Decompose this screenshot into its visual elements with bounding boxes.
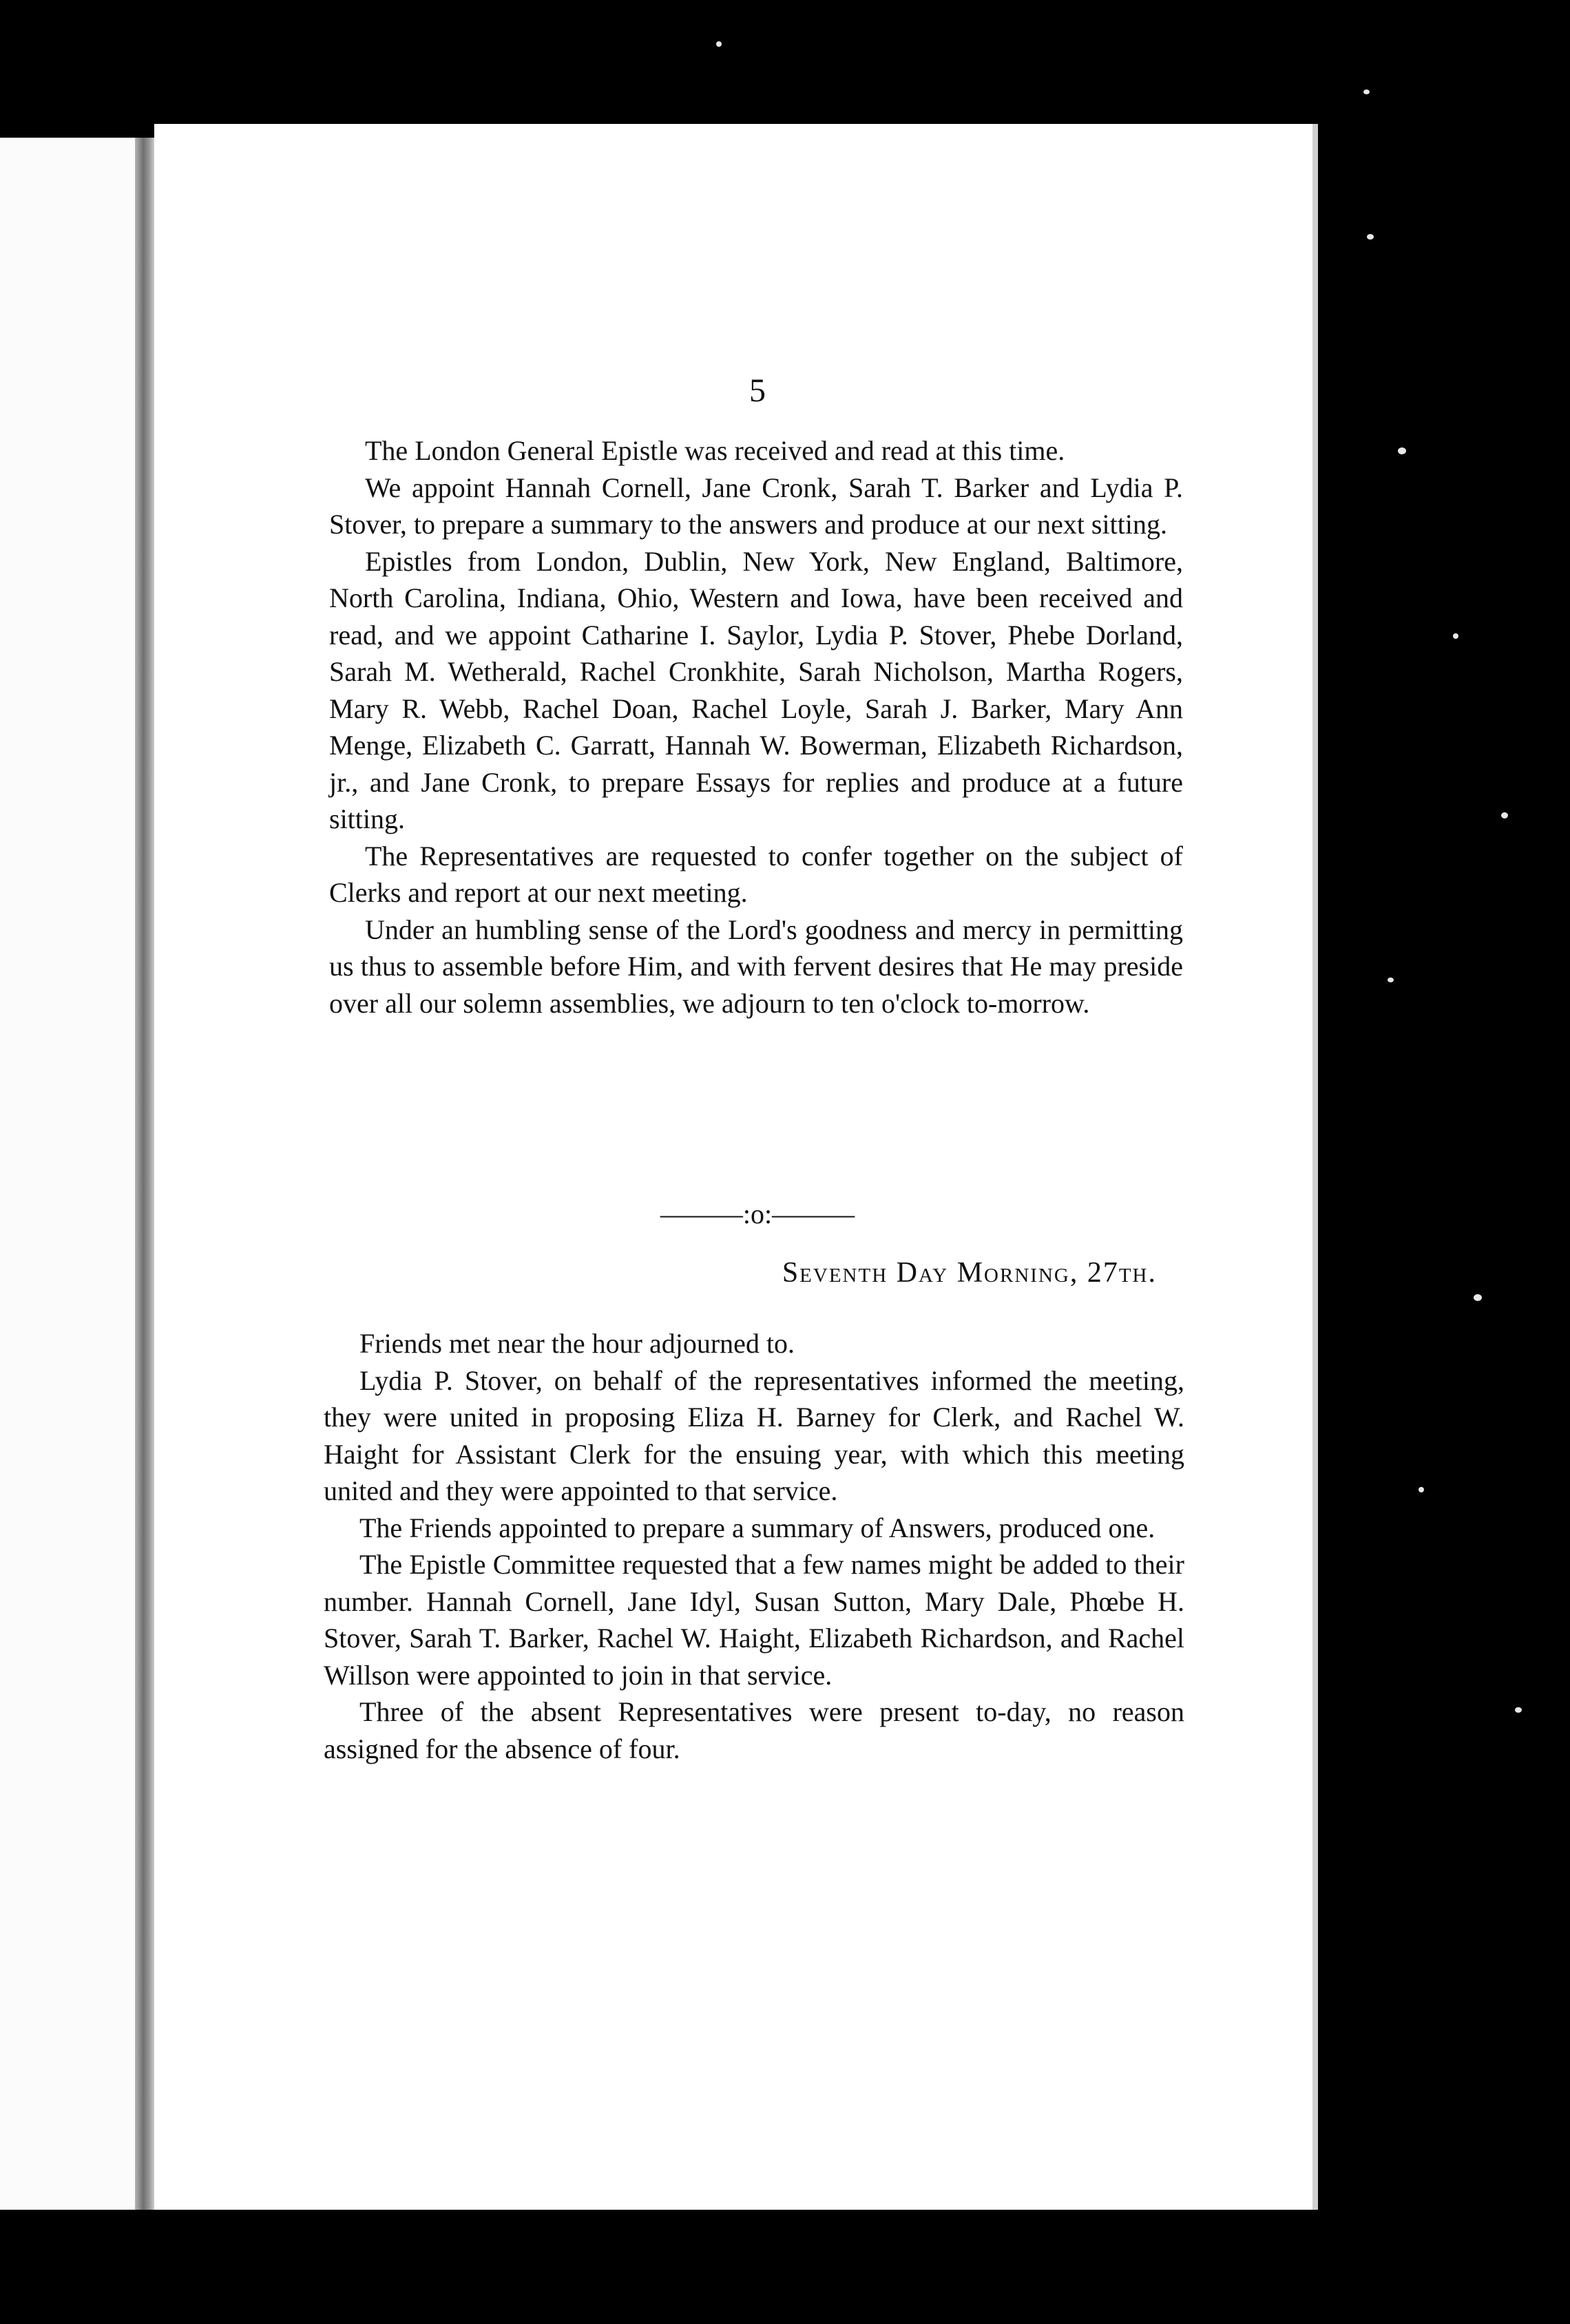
- page-edge-shadow: [1312, 124, 1318, 2210]
- dust-speck: [1398, 447, 1406, 454]
- dust-speck: [1367, 234, 1374, 240]
- dust-speck: [1388, 978, 1394, 982]
- previous-page-edge: [0, 138, 138, 2210]
- section-heading: Seventh Day Morning, 27th.: [782, 1257, 1157, 1289]
- paragraph: Under an humbling sense of the Lord's goodness and mercy in permitting us thus to assemble before Him, and with fervent desires that He may preside over all our solemn assemblies, we adjourn to ten o'clock to-morrow.: [329, 913, 1183, 1019]
- body-text-bottom: [324, 1325, 1184, 1767]
- dust-speck: [1501, 812, 1508, 818]
- paragraph: Epistles from London, Dublin, New York, New England, Baltimore, North Carolina, Indiana, Ohio, Western and Iowa, have been received and read, and we appoint Catharine I. Saylor, Lydia P. Stover, Phebe Dorland, Sarah M. Wetherald, Rachel Cronkhite, Sarah Nicholson, Martha Rogers, Mary R. Webb, Rachel Doan, Rachel Loyle, Sarah J. Barker, Mary Ann Menge, Elizabeth C. Garratt, Hannah W. Bowerman, Elizabeth Richardson, jr., and Jane Cronk, to prepare Essays for replies and produce at a future sitting.: [329, 545, 1183, 834]
- dust-speck: [1419, 1487, 1424, 1492]
- paragraph: Three of the absent Representatives were present to-day, no reason assigned for the absence of four.: [324, 1696, 1184, 1764]
- dust-speck: [716, 41, 722, 47]
- dust-speck: [1363, 89, 1370, 94]
- paragraph: The Friends appointed to prepare a summary of Answers, produced one.: [359, 1512, 1155, 1543]
- paragraph: We appoint Hannah Cornell, Jane Cronk, Sarah T. Barker and Lydia P. Stover, to prepare a summary to the answers and produce at our next sitting.: [329, 472, 1183, 540]
- separator-ornament: ———:o:———: [660, 1198, 855, 1229]
- paragraph: The Epistle Committee requested that a few names might be added to their number. Hannah Cornell, Jane Idyl, Susan Sutton, Mary Dale, Phœbe H. Stover, Sarah T. Barker, Rachel W. Haight, Elizabeth Richardson, and Rachel Willson were appointed to join in that service.: [324, 1549, 1184, 1691]
- dust-speck: [1515, 1707, 1522, 1713]
- body-text-top: [329, 432, 1183, 1022]
- dust-speck: [1474, 1294, 1482, 1301]
- dust-speck: [1453, 633, 1458, 639]
- paragraph: The London General Epistle was received and read at this time.: [365, 435, 1065, 466]
- book-spine-shadow: [135, 138, 156, 2210]
- paragraph: The Representatives are requested to confer together on the subject of Clerks and report at our next meeting.: [329, 840, 1183, 908]
- page-number: 5: [749, 372, 766, 409]
- paragraph: Friends met near the hour adjourned to.: [359, 1328, 795, 1359]
- paragraph: Lydia P. Stover, on behalf of the representatives informed the meeting, they were united in proposing Eliza H. Barney for Clerk, and Rachel W. Haight for Assistant Clerk for the ensuing year, with which this meeting united and they were appointed to that service.: [324, 1364, 1184, 1506]
